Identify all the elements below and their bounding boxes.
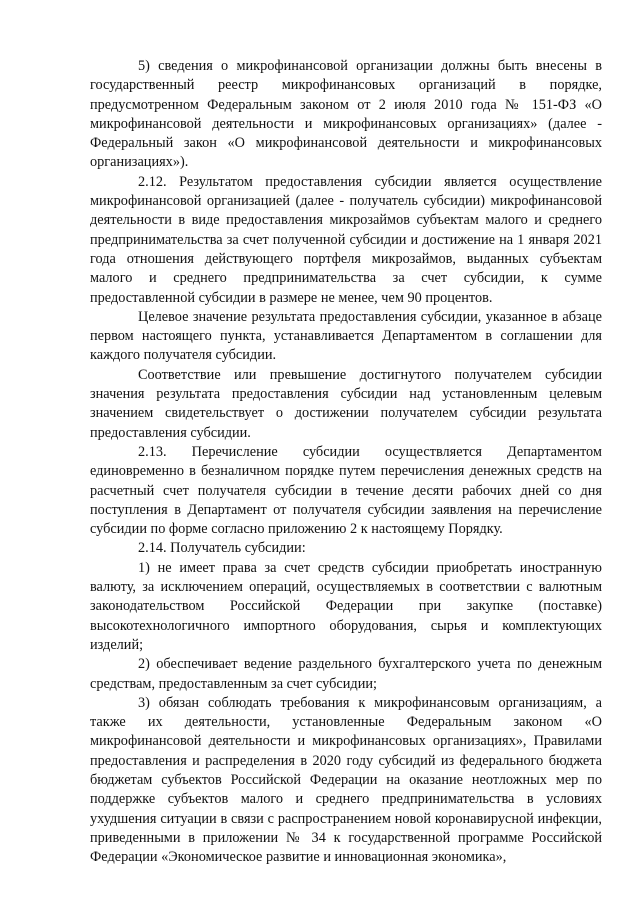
paragraph-item-2-accounting: 2) обеспечивает ведение раздельного бухгалтерского учета по денежным средствам, предоставленным за счет субсидии; bbox=[90, 656, 602, 692]
paragraph-microfinance-registry: 5) сведения о микрофинансовой организации должны быть внесены в государственный реестр микрофинансовых организаций в порядке, предусмотренном Федеральным законом от 2 июля 2010 года № 151-ФЗ «О микрофинансовой деятельности и микрофинансовых организациях» (далее - Федеральный закон «О микрофинансовой деятельности и микрофинансовых организациях»). bbox=[90, 58, 602, 171]
paragraph-2-12-subsidy-result: 2.12. Результатом предоставления субсидии является осуществление микрофинансовой организацией (далее - получатель субсидии) микрофинансовой деятельности в виде предоставления микрозаймов субъектам малого и среднего предпринимательства за счет полученной субсидии и достижение на 1 января 2021 года отношения действующего портфеля микрозаймов, выданных субъектам малого и среднего предпринимательства за счет субсидии, к сумме предоставленной субсидии в размере не менее, чем 90 процентов. bbox=[90, 173, 602, 306]
paragraph-result-compliance: Соответствие или превышение достигнутого получателем субсидии значения результата предоставления субсидии над установленным целевым значением свидетельствует о достижении получателем субсидии результата предоставления субсидии. bbox=[90, 366, 602, 441]
paragraph-2-14-heading: 2.14. Получатель субсидии: bbox=[138, 540, 306, 557]
paragraph-2-13-transfer: 2.13. Перечисление субсидии осуществляется Департаментом единовременно в безналичном порядке путем перечисления денежных средств на расчетный счет получателя субсидии в течение десяти рабочих дней со дня поступления в Департамент от получателя субсидии заявления на перечисление субсидии по форме согласно приложению 2 к настоящему Порядку. bbox=[90, 443, 602, 538]
paragraph-item-1-currency: 1) не имеет права за счет средств субсидии приобретать иностранную валюту, за исключением операций, осуществляемых в соответствии с валютным законодательством Российской Федерации при закупке (поставке) высокотехнологичного импортного оборудования, сырья и комплектующих изделий; bbox=[90, 559, 602, 653]
paragraph-item-3-requirements: 3) обязан соблюдать требования к микрофинансовым организациям, а также их деятельности, установленные Федеральным законом «О микрофинансовой деятельности и микрофинансовых организациях», Правилами предоставления и распределения в 2020 году субсидий из федерального бюджета бюджетам субъектов Российской Федерации на оказание неотложных мер по поддержке субъектов малого и среднего предпринимательства в условиях ухудшения ситуации в связи с распространением новой коронавирусной инфекции, приведенными в приложении № 34 к государственной программе Российской Федерации «Экономическое развитие и инновационная экономика», bbox=[90, 694, 602, 866]
document-page bbox=[90, 57, 602, 867]
paragraph-target-value: Целевое значение результата предоставления субсидии, указанное в абзаце первом настоящего пункта, устанавливается Департаментом в соглашении для каждого получателя субсидии. bbox=[90, 308, 602, 364]
